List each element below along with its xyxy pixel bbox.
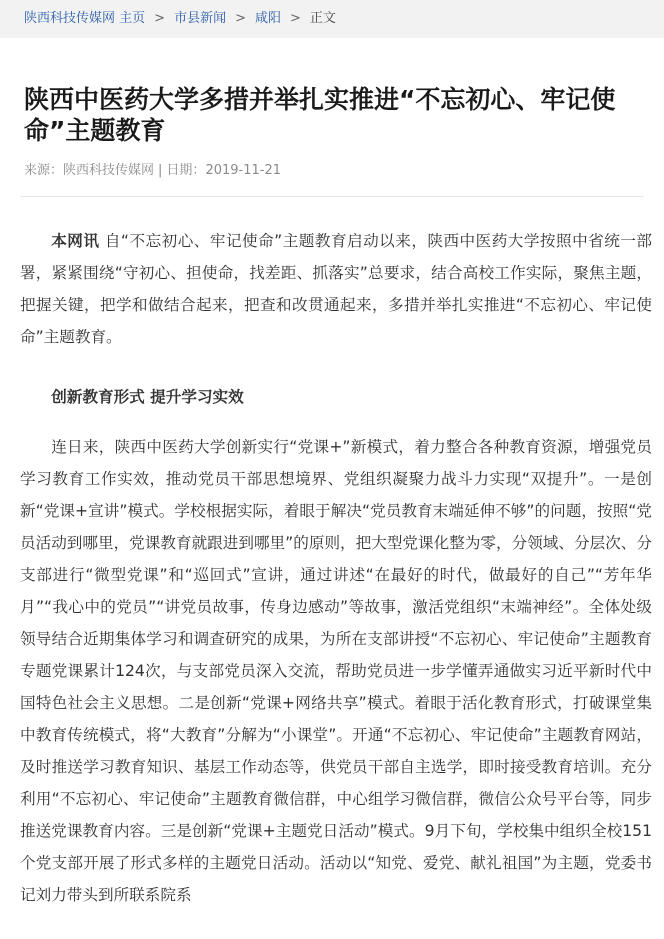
breadcrumb-city-link[interactable]: 咸阳 (255, 11, 282, 26)
breadcrumb-section-link[interactable]: 市县新闻 (174, 11, 227, 26)
divider-line (20, 196, 644, 197)
breadcrumb-separator: > (154, 11, 166, 26)
intro-text: 自“不忘初心、牢记使命”主题教育启动以来，陕西中医药大学按照中省统一部署，紧紧围绕“守初心、担使命，找差距、抓落实”总要求，结合高校工作实际，聚焦主题，把握关键，把学和做结合起来，把查和改贯通起来，多措并举扎实推进“不忘初心、牢记使命”主题教育。 (20, 232, 652, 346)
intro-lead: 本网讯 (51, 232, 100, 250)
article-title: 陕西中医药大学多措并举扎实推进“不忘初心、牢记使命”主题教育 (24, 85, 616, 145)
breadcrumb-separator: > (290, 11, 301, 26)
section-subheading: 创新教育形式 提升学习实效 (51, 388, 244, 406)
source-name: 陕西科技传媒网 (63, 163, 155, 178)
breadcrumb-home-link[interactable]: 主页 (119, 11, 146, 26)
breadcrumb-site-link[interactable]: 陕西科技传媒网 (24, 11, 116, 26)
breadcrumb (0, 0, 664, 38)
intro-paragraph (20, 225, 652, 353)
source-label: 来源： (24, 163, 64, 178)
body-paragraph: 连日来，陕西中医药大学创新实行“党课+”新模式，着力整合各种教育资源，增强党员学习教育工作实效，推动党员干部思想境界、党组织凝聚力战斗力实现“双提升”。一是创新“党课+宣讲”模式。学校根据实际，着眼于解决“党员教育末端延伸不够”的问题，按照“党员活动到哪里，党课教育就跟进到哪里”的原则，把大型党课化整为零，分领域、分层次、分支部进行“微型党课”和“巡回式”宣讲，通过讲述“在最好的时代，做最好的自己”“芳年华月”“我心中的党员”“讲党员故事，传身边感动”等故事，激活党组织“末端神经”。全体处级领导结合近期集体学习和调查研究的成果，为所在支部讲授“不忘初心、牢记使命”主题教育专题党课累计124次，与支部党员深入交流，帮助党员进一步学懂弄通做实习近平新时代中国特色社会主义思想。二是创新“党课+网络共享”模式。着眼于活化教育形式，打破课堂集中教育传统模式，将“大教育”分解为“小课堂”。开通“不忘初心、牢记使命”主题教育网站，及时推送学习教育知识、基层工作动态等，供党员干部自主选学，即时接受教育培训。充分利用“不忘初心、牢记使命”主题教育微信群，中心组学习微信群，微信公众号平台等，同步推送党课教育内容。三是创新“党课+主题党日活动”模式。9月下旬，学校集中组织全校151个党支部开展了形式多样的主题党日活动。活动以“知党、爱党、献礼祖国”为主题，党委书记刘力带头到所联系院系 (20, 438, 652, 904)
date-label: 日期： (166, 163, 206, 178)
breadcrumb-current: 正文 (309, 11, 336, 26)
article-body (20, 225, 652, 939)
breadcrumb-separator: > (235, 11, 246, 26)
publish-date: 2019-11-21 (205, 163, 281, 178)
meta-divider: | (158, 163, 163, 178)
article-meta (24, 161, 281, 181)
